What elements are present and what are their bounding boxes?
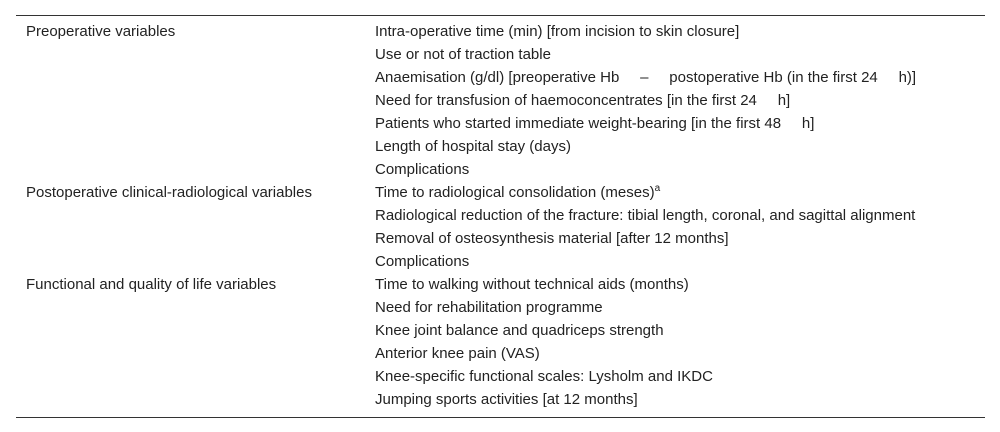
table-row: Use or not of traction table bbox=[375, 46, 551, 63]
variables-table bbox=[16, 15, 985, 418]
table-row: Knee joint balance and quadriceps strength bbox=[375, 322, 664, 339]
table-row: Radiological reduction of the fracture: tibial length, coronal, and sagittal alignment bbox=[375, 207, 916, 224]
group-items bbox=[375, 273, 985, 411]
table-row: Need for transfusion of haemoconcentrates [in the first 24 h] bbox=[375, 92, 791, 109]
table-group-preoperative bbox=[16, 20, 985, 181]
group-items bbox=[375, 181, 985, 273]
table-row: Patients who started immediate weight-bearing [in the first 48 h] bbox=[375, 115, 815, 132]
table-row: Length of hospital stay (days) bbox=[375, 138, 571, 155]
table-group-functional bbox=[16, 273, 985, 411]
table-body bbox=[16, 16, 985, 417]
group-label: Functional and quality of life variables bbox=[26, 276, 277, 293]
table-row: Anaemisation (g/dl) [preoperative Hb – postoperative Hb (in the first 24 h)] bbox=[375, 69, 917, 86]
table-row: Intra-operative time (min) [from incision to skin closure] bbox=[375, 23, 740, 40]
table-row: Complications bbox=[375, 161, 470, 178]
table-row: Knee-specific functional scales: Lysholm and IKDC bbox=[375, 368, 713, 385]
table-row: Removal of osteosynthesis material [after 12 months] bbox=[375, 230, 729, 247]
table-row: Need for rehabilitation programme bbox=[375, 299, 603, 316]
footnote-marker: a bbox=[654, 183, 661, 194]
table-group-postoperative bbox=[16, 181, 985, 273]
row-text: Time to radiological consolidation (meses) bbox=[375, 184, 655, 201]
group-label: Preoperative variables bbox=[26, 23, 176, 40]
table-row: Time to walking without technical aids (months) bbox=[375, 276, 689, 293]
group-items bbox=[375, 20, 985, 181]
bottom-rule bbox=[16, 417, 985, 418]
table-row: Jumping sports activities [at 12 months] bbox=[375, 391, 638, 408]
table-row: Anterior knee pain (VAS) bbox=[375, 345, 540, 362]
table-row: Complications bbox=[375, 253, 470, 270]
table-row bbox=[375, 181, 985, 204]
group-label: Postoperative clinical-radiological variables bbox=[26, 184, 312, 201]
